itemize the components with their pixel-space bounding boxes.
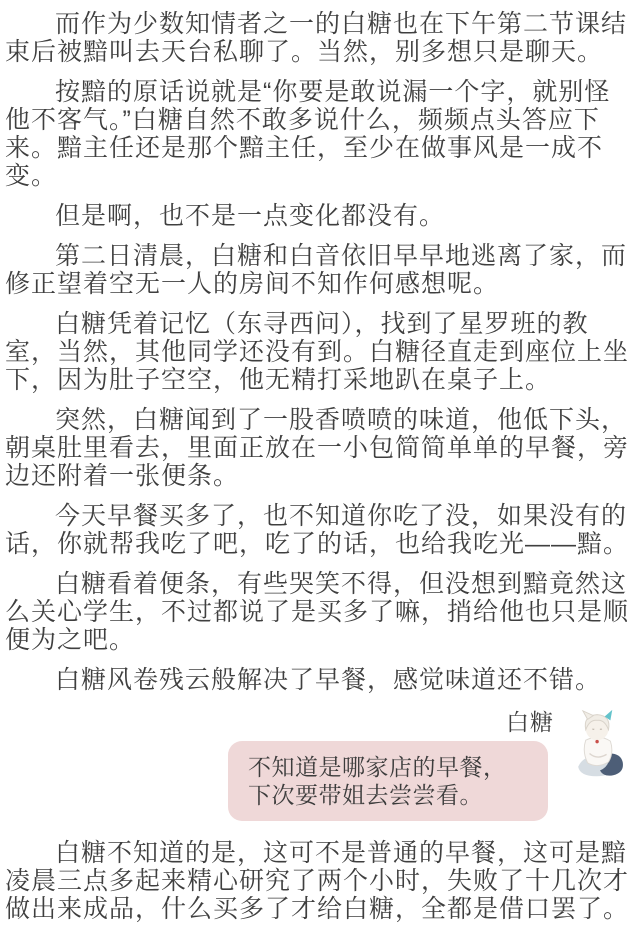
chat-bubble-text: 不知道是哪家店的早餐，下次要带姐去尝尝看。 xyxy=(248,754,507,808)
story-paragraph: 但是啊，也不是一点变化都没有。 xyxy=(55,202,446,230)
story-paragraph: 今天早餐买多了，也不知道你吃了没，如果没有的话，你就帮我吃了吧，吃了的话，也给我吃光——黯。 xyxy=(5,502,630,558)
chat-message-column xyxy=(228,708,554,821)
story-paragraph: 白糖风卷残云般解决了早餐，感觉味道还不错。 xyxy=(55,666,602,694)
story-paragraph: 白糖看着便条，有些哭笑不得，但没想到黯竟然这么关心学生，不过都说了是买多了嘛，捎给他也只是顺便为之吧。 xyxy=(5,570,630,654)
chat-interjection xyxy=(5,708,635,821)
speaker-name: 白糖 xyxy=(506,709,554,735)
story-paragraph: 突然，白糖闻到了一股香喷喷的味道，他低下头，朝桌肚里看去，里面正放在一小包简简单单的早餐，旁边还附着一张便条。 xyxy=(5,406,630,490)
story-paragraph: 第二日清晨，白糖和白音依旧早早地逃离了家，而修正望着空无一人的房间不知作何感想呢。 xyxy=(5,242,628,298)
story-paragraph: 白糖不知道的是，这可不是普通的早餐，这可是黯凌晨三点多起来精心研究了两个小时，失败了十几次才做出来成品，什么买多了才给白糖，全都是借口罢了。 xyxy=(5,839,630,923)
story-paragraph: 而作为少数知情者之一的白糖也在下午第二节课结束后被黯叫去天台私聊了。当然，别多想只是聊天。 xyxy=(5,10,628,66)
character-avatar xyxy=(570,708,628,780)
chat-bubble xyxy=(228,741,548,821)
story-paragraph: 白糖凭着记忆（东寻西问），找到了星罗班的教室，当然，其他同学还没有到。白糖径直走到座位上坐下，因为肚子空空，他无精打采地趴在桌子上。 xyxy=(5,310,630,394)
story-paragraph: 按黯的原话说就是“你要是敢说漏一个字，就别怪他不客气。”白糖自然不敢多说什么，频频点头答应下来。黯主任还是那个黯主任，至少在做事风是一成不变。 xyxy=(5,78,611,190)
